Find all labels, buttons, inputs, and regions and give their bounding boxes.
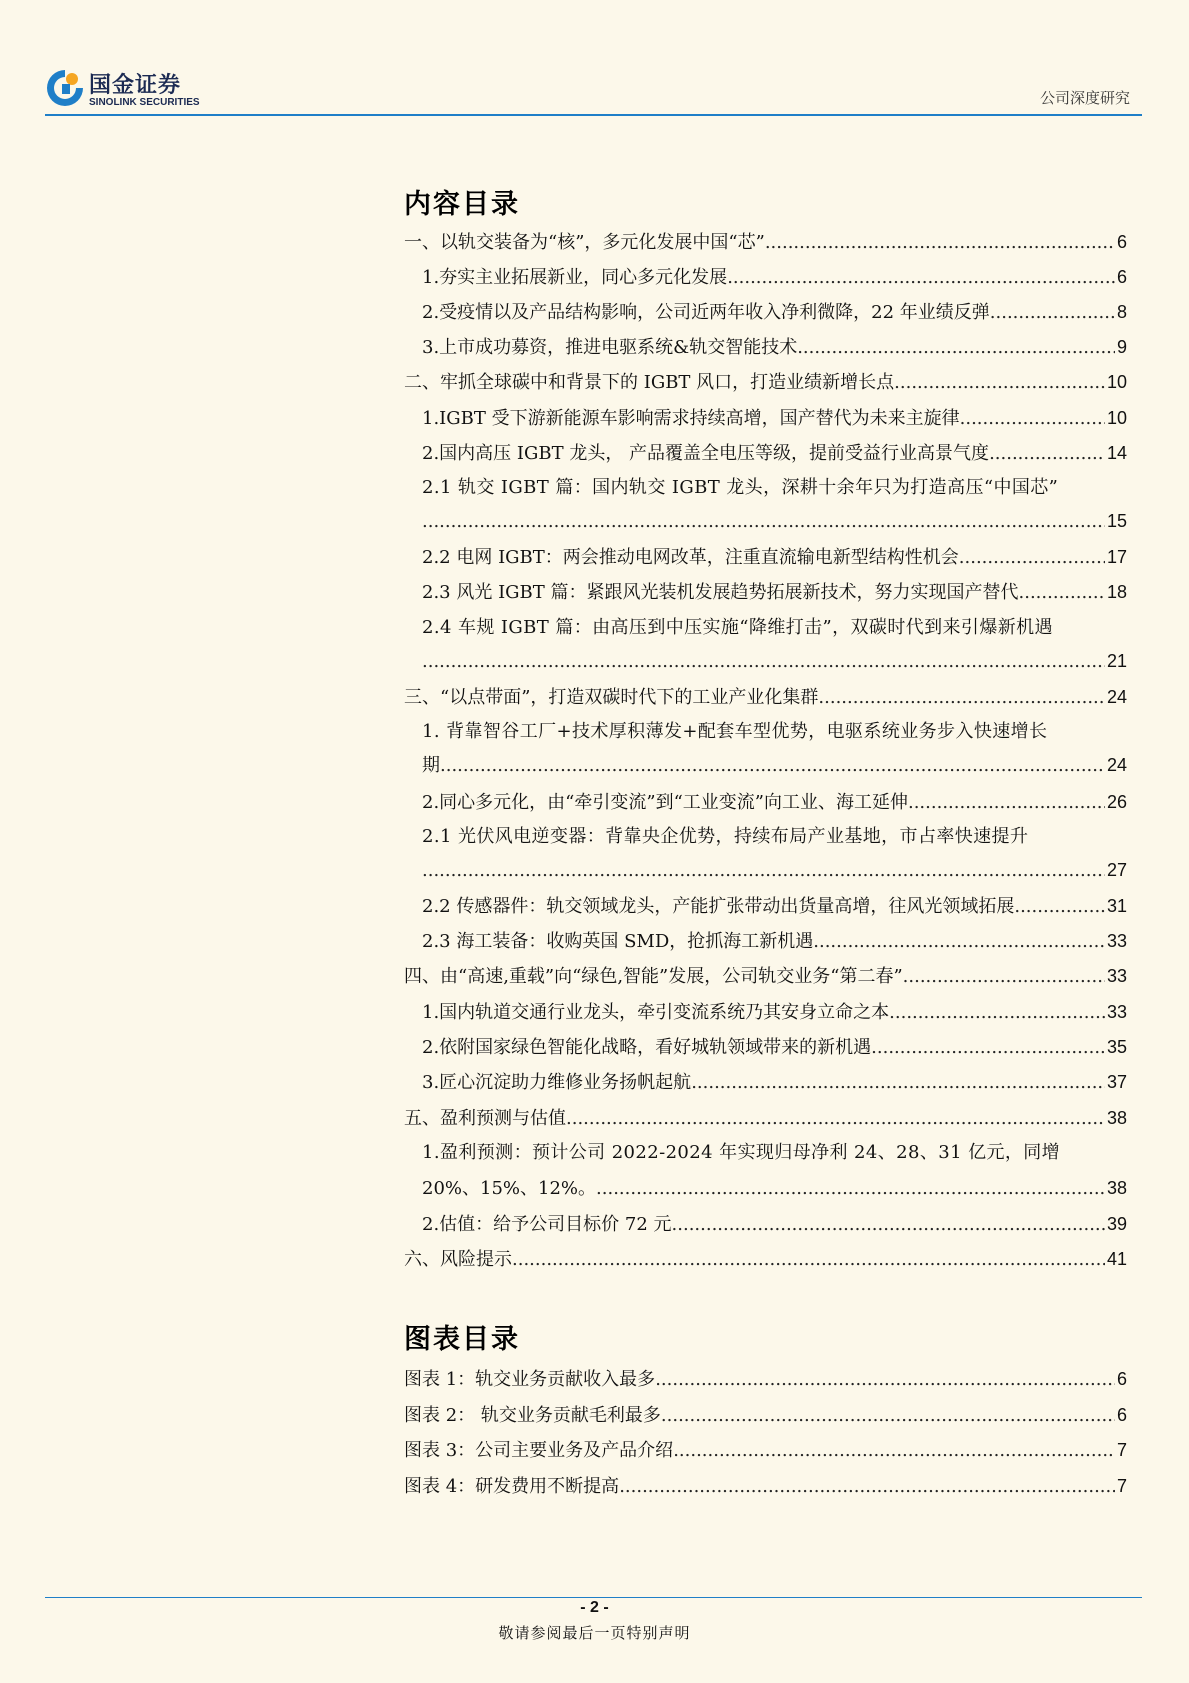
toc-entry-page: 15 [1106,511,1127,531]
figure-entry-page: 7 [1116,1440,1127,1460]
toc-entry[interactable] [422,578,1127,606]
toc-entry[interactable] [404,1104,1127,1132]
figure-entry-page: 6 [1116,1369,1127,1389]
toc-entry[interactable] [404,228,1127,256]
toc-entry-text: 2.3 风光 IGBT 篇：紧跟风光装机发展趋势拓展新技术，努力实现国产替代 [422,582,1019,603]
toc-entry-page: 17 [1106,547,1127,567]
toc-entry[interactable] [422,543,1127,571]
toc-entry-text: 3.匠心沉淀助力维修业务扬帆起航 [422,1072,692,1093]
logo-english-name: SINOLINK SECURITIES [89,97,200,108]
sinolink-logo-icon [45,68,85,108]
toc-entry-text: 2.1 轨交 IGBT 篇：国内轨交 IGBT 龙头，深耕十余年只为打造高压“中国芯” [422,477,1059,498]
header-divider [45,114,1142,116]
toc-entry-page: 38 [1106,1178,1127,1198]
toc-entry-page: 27 [1106,860,1127,880]
toc-entry-text: 二、牢抓全球碳中和背景下的 IGBT 风口，打造业绩新增长点 [404,372,895,393]
figure-entry[interactable] [404,1401,1127,1429]
toc-entry-text: 1.IGBT 受下游新能源车影响需求持续高增，国产替代为未来主旋律 [422,408,960,429]
document-type-label: 公司深度研究 [1039,89,1130,107]
toc-entry-page: 39 [1106,1214,1127,1234]
toc-entry[interactable] [422,927,1127,955]
toc-entry-text: 2.2 传感器件：轨交领域龙头，产能扩张带动出货量高增，往风光领域拓展 [422,896,1015,917]
toc-entry-page: 37 [1106,1072,1127,1092]
toc-entry-text: 2.1 光伏风电逆变器：背靠央企优势，持续布局产业基地，市占率快速提升 [422,826,1029,847]
toc-entry[interactable] [422,892,1127,920]
disclaimer-note: 敬请参阅最后一页特别声明 [498,1624,691,1642]
toc-entry-page: 6 [1116,267,1127,287]
toc-entry-page: 10 [1106,372,1127,392]
toc-entry-text: 1.盈利预测：预计公司 2022-2024 年实现归母净利 24、28、31 亿元，同增 [422,1142,1061,1163]
toc-entry-text: 一、以轨交装备为“核”，多元化发展中国“芯” [404,232,765,253]
toc-entry-text: 四、由“高速,重载”向“绿色,智能”发展，公司轨交业务“第二春” [404,966,903,987]
page-number: - 2 - [580,1599,609,1616]
company-logo [45,68,215,112]
figure-entry-text: 图表 4：研发费用不断提高 [404,1476,620,1497]
figure-entry-text: 图表 2： 轨交业务贡献毛利最多 [404,1405,661,1426]
figure-list-title: 图表目录 [404,1324,520,1355]
toc-entry-text: 五、盈利预测与估值 [404,1108,566,1129]
figure-entry-text: 图表 3：公司主要业务及产品介绍 [404,1440,674,1461]
toc-entry[interactable] [422,1033,1127,1061]
toc-entry-text: 1. 背靠智谷工厂+技术厚积薄发+配套车型优势，电驱系统业务步入快速增长 [422,721,1048,742]
figure-entry[interactable] [404,1472,1127,1500]
toc-entry-page: 8 [1116,302,1127,322]
toc-entry[interactable] [422,1068,1127,1096]
toc-entry-page: 33 [1106,931,1127,951]
toc-entry[interactable] [422,614,1127,678]
toc-entry[interactable] [422,298,1127,326]
toc-entry-page: 33 [1106,966,1127,986]
toc-entry-text: 2.估值：给予公司目标价 72 元 [422,1214,672,1235]
figure-entry-text: 图表 1：轨交业务贡献收入最多 [404,1369,656,1390]
figure-entry[interactable] [404,1365,1127,1393]
toc-entry-page: 18 [1106,582,1127,602]
toc-entry[interactable] [422,333,1127,361]
toc-entry-page: 10 [1106,408,1127,428]
toc-entry-page: 41 [1106,1249,1127,1269]
toc-entry-text: 2.同心多元化，由“牵引变流”到“工业变流”向工业、海工延伸 [422,792,908,813]
toc-entry-page: 31 [1106,896,1127,916]
toc-entry-text: 六、风险提示 [404,1249,512,1270]
toc-entry-text: 2.依附国家绿色智能化战略，看好城轨领域带来的新机遇 [422,1037,872,1058]
toc-entry-page: 6 [1116,232,1127,252]
toc-entry-text: 1.夯实主业拓展新业，同心多元化发展 [422,267,728,288]
toc-entry-text: 2.3 海工装备：收购英国 SMD，抢抓海工新机遇 [422,931,814,952]
toc-entry-text: 2.4 车规 IGBT 篇：由高压到中压实施“降维打击”，双碳时代到来引爆新机遇 [422,617,1053,638]
toc-entry-page: 9 [1116,337,1127,357]
toc-entry[interactable] [422,474,1127,538]
toc-entry-page: 33 [1106,1002,1127,1022]
toc-entry[interactable] [422,1210,1127,1238]
toc-entry[interactable] [422,998,1127,1026]
figure-entry-page: 7 [1116,1476,1127,1496]
toc-entry[interactable] [422,788,1127,816]
toc-entry[interactable] [422,1139,1127,1203]
toc-entry-page: 24 [1106,687,1127,707]
toc-entry-text: 2.国内高压 IGBT 龙头， 产品覆盖全电压等级，提前受益行业高景气度 [422,443,990,464]
toc-entry-text: 2.2 电网 IGBT：两会推动电网改革，注重直流输电新型结构性机会 [422,547,959,568]
page-header [45,65,1142,115]
toc-entry-page: 14 [1106,443,1127,463]
toc-entry[interactable] [404,1245,1127,1273]
toc-entry[interactable] [422,718,1127,782]
toc-entry-page: 21 [1106,651,1127,671]
toc-entry-page: 26 [1106,792,1127,812]
toc-entry-text: 三、“以点带面”，打造双碳时代下的工业产业化集群 [404,687,819,708]
toc-entry[interactable] [422,263,1127,291]
figure-entry-page: 6 [1116,1405,1127,1425]
toc-title: 内容目录 [404,189,520,220]
footer-divider [45,1597,1142,1598]
logo-chinese-name: 国金证券 [89,73,182,98]
toc-entry[interactable] [404,683,1127,711]
toc-entry-text: 2.受疫情以及产品结构影响，公司近两年收入净利微降，22 年业绩反弹 [422,302,990,323]
toc-entry-text-cont: 20%、15%、12%。 [422,1178,597,1199]
toc-entry[interactable] [422,823,1127,887]
toc-entry-text-cont: 期 [422,755,440,776]
toc-entry[interactable] [404,962,1127,990]
toc-entry[interactable] [422,404,1127,432]
toc-entry-page: 35 [1106,1037,1127,1057]
toc-entry[interactable] [422,439,1127,467]
toc-entry-text: 3.上市成功募资，推进电驱系统&轨交智能技术 [422,337,798,358]
toc-entry-text: 1.国内轨道交通行业龙头，牵引变流系统乃其安身立命之本 [422,1002,890,1023]
toc-entry-page: 24 [1106,755,1127,775]
figure-entry[interactable] [404,1436,1127,1464]
toc-entry-page: 38 [1106,1108,1127,1128]
toc-entry[interactable] [404,368,1127,396]
